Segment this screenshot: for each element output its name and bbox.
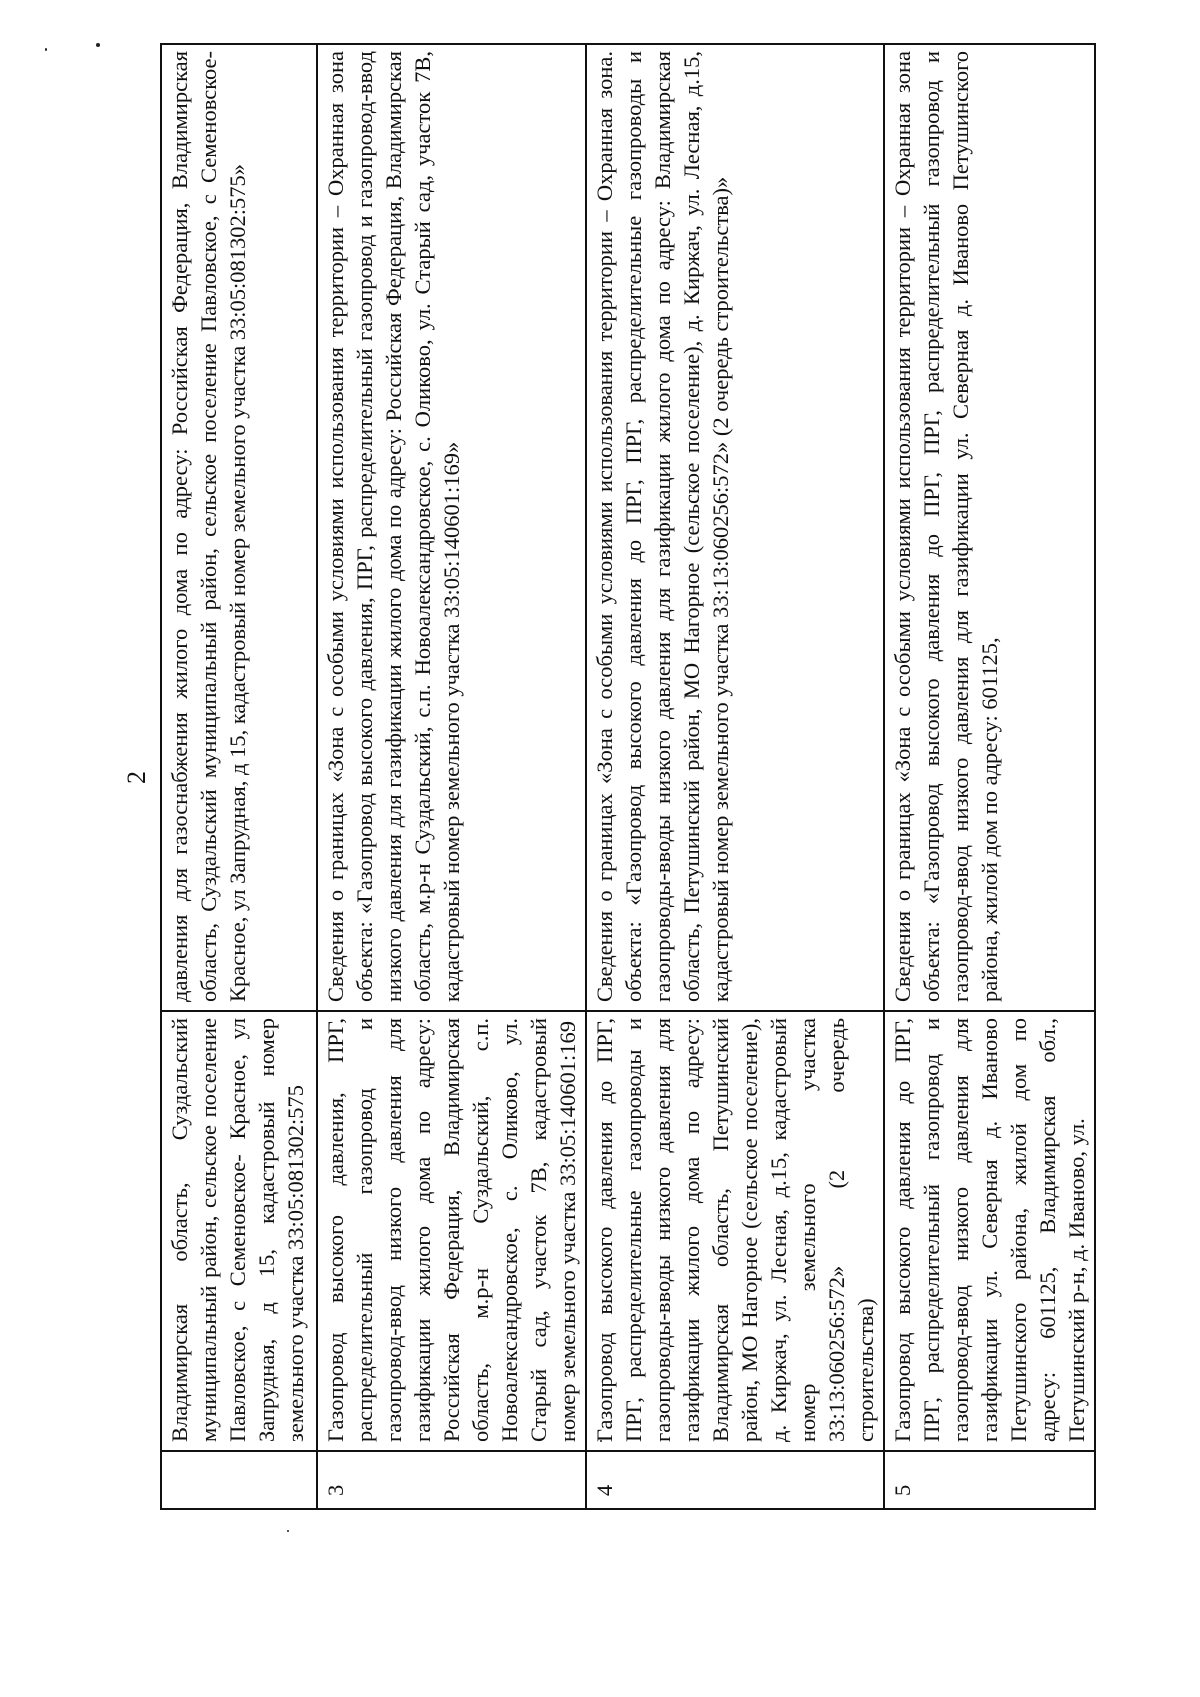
object-name-cell: Газопровод высокого давления до ПРГ, ПРГ, распределительный газопровод и газопровод-ввод низкого давления для газификации ул. Северная д. Иваново Петушинского района, жилой дом по адресу: 601125, Владимирская обл., Петушинский р-н, д. Иваново, ул. (884, 1011, 1095, 1451)
table-row (884, 44, 1095, 1509)
zone-info-cell: Сведения о границах «Зона с особыми условиями использования территории – Охранная зона. объекта: «Газопровод высокого давления до ПРГ, ПРГ, распределительные газопроводы и газопроводы-вводы низкого давления для газификации жилого дома по адресу: Владимирская область, Петушинский район, МО Нагорное (сельское поселение), д. Киржач, ул. Лесная, д.15, кадастровый номер земельного участка 33:13:060256:572» (2 очередь строительства)» (586, 44, 884, 1011)
table-row (586, 44, 884, 1509)
object-name-cell: Владимирская область, Суздальский муниципальный район, сельское поселение Павловское, с Семеновское- Красное, ул Запрудная, д 15, кадастровый номер земельного участка 33:05:081302:575 (161, 1011, 317, 1451)
table-row (161, 44, 317, 1509)
scan-speck (45, 48, 47, 51)
scan-speck (96, 43, 100, 47)
objects-table (160, 43, 1096, 1510)
object-name-cell: Газопровод высокого давления, ПРГ, распределительный газопровод и газопровод-ввод низкого давления для газификации жилого дома по адресу: Российская Федерация, Владимирская область, м.р-н Суздальский, с.п. Новоалександровское, с. Оликово, ул. Старый сад, участок 7В, кадастровый номер земельного участка 33:05:140601:169 (317, 1011, 586, 1451)
row-number-cell: 4 (586, 1451, 884, 1509)
table-row (317, 44, 586, 1509)
object-name-cell: Газопровод высокого давления до ПРГ, ПРГ, распределительные газопроводы и газопроводы-вводы низкого давления для газификации жилого дома по адресу: Владимирская область, Петушинский район, МО Нагорное (сельское поселение), д. Киржач, ул. Лесная, д.15, кадастровый номер земельного участка 33:13:060256:572» (2 очередь строительства) (586, 1011, 884, 1451)
page-number: 2 (122, 771, 151, 784)
row-number-cell: 3 (317, 1451, 586, 1509)
zone-info-cell: Сведения о границах «Зона с особыми условиями использования территории – Охранная зона объекта: «Газопровод высокого давления, ПРГ, распределительный газопровод и газопровод-ввод низкого давления для газификации жилого дома по адресу: Российская Федерация, Владимирская область, м.р-н Суздальский, с.п. Новоалександровское, с. Оликово, ул. Старый сад, участок 7В, кадастровый номер земельного участка 33:05:140601:169» (317, 44, 586, 1011)
scan-speck (287, 1530, 289, 1532)
zone-info-cell: давления для газоснабжения жилого дома по адресу: Российская Федерация, Владимирская область, Суздальский муниципальный район, сельское поселение Павловское, с Семеновское- Красное, ул Запрудная, д 15, кадастровый номер земельного участка 33:05:081302:575» (161, 44, 317, 1011)
rotated-page (122, 45, 1089, 1510)
row-number-cell: 5 (884, 1451, 1095, 1509)
zone-info-cell: Сведения о границах «Зона с особыми условиями использования территории – Охранная зона объекта: «Газопровод высокого давления до ПРГ, ПРГ, распределительный газопровод и газопровод-ввод низкого давления для газификации ул. Северная д. Иваново Петушинского района, жилой дом по адресу: 601125, (884, 44, 1095, 1011)
row-number-cell (161, 1451, 317, 1509)
